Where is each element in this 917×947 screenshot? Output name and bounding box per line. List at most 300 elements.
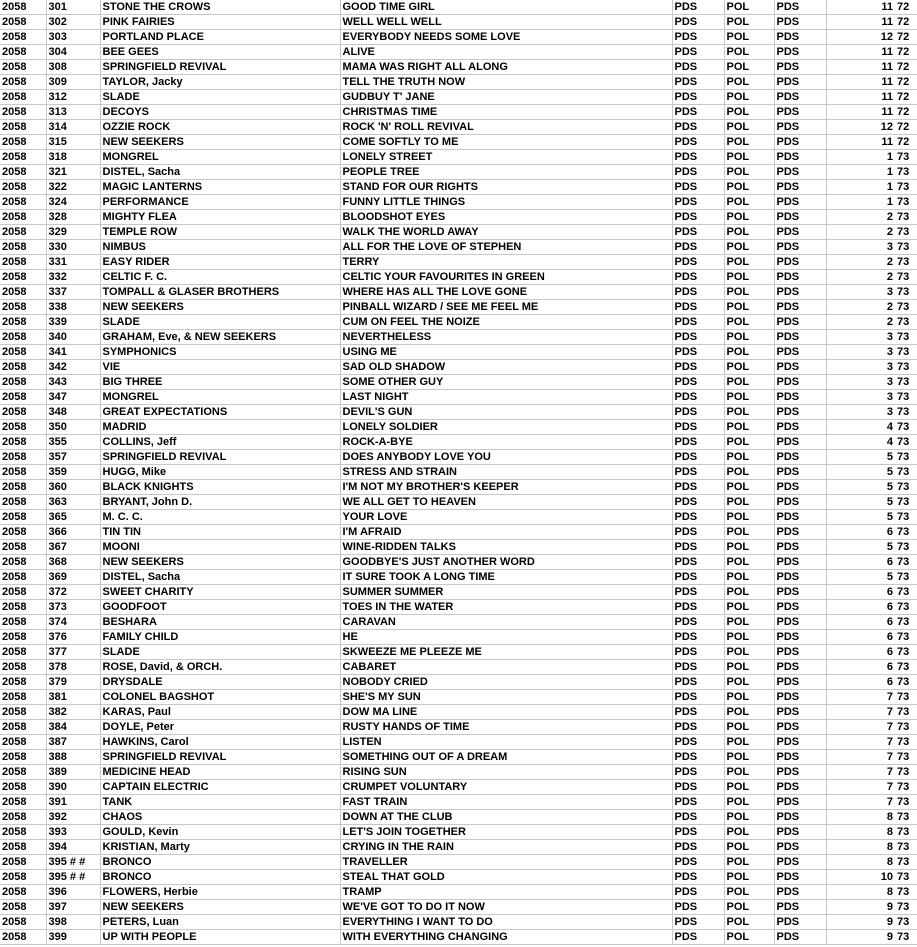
year-cell: 73: [895, 480, 917, 495]
artist-cell: ROSE, David, & ORCH.: [100, 660, 340, 675]
code2-cell: PDS: [774, 915, 826, 930]
code1-cell: PDS: [672, 555, 724, 570]
month-cell: 7: [826, 705, 895, 720]
label-cell: POL: [724, 345, 774, 360]
code2-cell: PDS: [774, 795, 826, 810]
title-cell: CRUMPET VOLUNTARY: [340, 780, 672, 795]
artist-cell: BRONCO: [100, 855, 340, 870]
artist-cell: DISTEL, Sacha: [100, 165, 340, 180]
title-cell: GOODBYE'S JUST ANOTHER WORD: [340, 555, 672, 570]
title-cell: LONELY SOLDIER: [340, 420, 672, 435]
year-cell: 72: [895, 30, 917, 45]
code1-cell: PDS: [672, 825, 724, 840]
year-cell: 73: [895, 720, 917, 735]
title-cell: YOUR LOVE: [340, 510, 672, 525]
year-cell: 73: [895, 420, 917, 435]
code2-cell: PDS: [774, 0, 826, 15]
year-cell: 73: [895, 210, 917, 225]
prefix-cell: 2058: [0, 255, 46, 270]
label-cell: POL: [724, 930, 774, 945]
artist-cell: FAMILY CHILD: [100, 630, 340, 645]
artist-cell: MADRID: [100, 420, 340, 435]
artist-cell: SWEET CHARITY: [100, 585, 340, 600]
code1-cell: PDS: [672, 690, 724, 705]
title-cell: DEVIL'S GUN: [340, 405, 672, 420]
label-cell: POL: [724, 660, 774, 675]
artist-cell: SPRINGFIELD REVIVAL: [100, 750, 340, 765]
table-row: [0, 120, 917, 135]
prefix-cell: 2058: [0, 465, 46, 480]
label-cell: POL: [724, 405, 774, 420]
catalog-number-cell: 330: [46, 240, 100, 255]
catalog-number-cell: 387: [46, 735, 100, 750]
code2-cell: PDS: [774, 330, 826, 345]
catalog-number-cell: 396: [46, 885, 100, 900]
year-cell: 73: [895, 795, 917, 810]
code1-cell: PDS: [672, 45, 724, 60]
year-cell: 73: [895, 750, 917, 765]
artist-cell: DISTEL, Sacha: [100, 570, 340, 585]
month-cell: 2: [826, 300, 895, 315]
catalog-number-cell: 384: [46, 720, 100, 735]
code2-cell: PDS: [774, 360, 826, 375]
code1-cell: PDS: [672, 180, 724, 195]
title-cell: ALIVE: [340, 45, 672, 60]
table-row: [0, 810, 917, 825]
catalog-number-cell: 314: [46, 120, 100, 135]
title-cell: STAND FOR OUR RIGHTS: [340, 180, 672, 195]
year-cell: 73: [895, 255, 917, 270]
artist-cell: CELTIC F. C.: [100, 270, 340, 285]
catalog-number-cell: 360: [46, 480, 100, 495]
code1-cell: PDS: [672, 735, 724, 750]
prefix-cell: 2058: [0, 90, 46, 105]
artist-cell: DRYSDALE: [100, 675, 340, 690]
title-cell: EVERYTHING I WANT TO DO: [340, 915, 672, 930]
catalog-number-cell: 391: [46, 795, 100, 810]
year-cell: 73: [895, 165, 917, 180]
prefix-cell: 2058: [0, 765, 46, 780]
table-row: [0, 570, 917, 585]
code1-cell: PDS: [672, 645, 724, 660]
prefix-cell: 2058: [0, 780, 46, 795]
month-cell: 3: [826, 360, 895, 375]
year-cell: 73: [895, 780, 917, 795]
code2-cell: PDS: [774, 885, 826, 900]
label-cell: POL: [724, 600, 774, 615]
code2-cell: PDS: [774, 780, 826, 795]
catalog-number-cell: 340: [46, 330, 100, 345]
month-cell: 3: [826, 375, 895, 390]
prefix-cell: 2058: [0, 165, 46, 180]
prefix-cell: 2058: [0, 180, 46, 195]
month-cell: 7: [826, 780, 895, 795]
month-cell: 6: [826, 645, 895, 660]
table-row: [0, 630, 917, 645]
title-cell: CRYING IN THE RAIN: [340, 840, 672, 855]
code2-cell: PDS: [774, 450, 826, 465]
artist-cell: COLLINS, Jeff: [100, 435, 340, 450]
year-cell: 72: [895, 120, 917, 135]
year-cell: 73: [895, 885, 917, 900]
month-cell: 4: [826, 420, 895, 435]
label-cell: POL: [724, 435, 774, 450]
code2-cell: PDS: [774, 870, 826, 885]
code2-cell: PDS: [774, 480, 826, 495]
prefix-cell: 2058: [0, 705, 46, 720]
artist-cell: GRAHAM, Eve, & NEW SEEKERS: [100, 330, 340, 345]
table-row: [0, 675, 917, 690]
title-cell: TELL THE TRUTH NOW: [340, 75, 672, 90]
label-cell: POL: [724, 240, 774, 255]
table-row: [0, 690, 917, 705]
label-cell: POL: [724, 285, 774, 300]
title-cell: RISING SUN: [340, 765, 672, 780]
code2-cell: PDS: [774, 375, 826, 390]
month-cell: 8: [826, 885, 895, 900]
prefix-cell: 2058: [0, 840, 46, 855]
artist-cell: MONGREL: [100, 390, 340, 405]
month-cell: 9: [826, 900, 895, 915]
catalog-number-cell: 332: [46, 270, 100, 285]
title-cell: LONELY STREET: [340, 150, 672, 165]
code2-cell: PDS: [774, 645, 826, 660]
code2-cell: PDS: [774, 300, 826, 315]
prefix-cell: 2058: [0, 930, 46, 945]
table-row: [0, 780, 917, 795]
label-cell: POL: [724, 720, 774, 735]
year-cell: 73: [895, 555, 917, 570]
year-cell: 73: [895, 660, 917, 675]
artist-cell: TAYLOR, Jacky: [100, 75, 340, 90]
label-cell: POL: [724, 450, 774, 465]
code1-cell: PDS: [672, 705, 724, 720]
artist-cell: PINK FAIRIES: [100, 15, 340, 30]
title-cell: EVERYBODY NEEDS SOME LOVE: [340, 30, 672, 45]
prefix-cell: 2058: [0, 675, 46, 690]
label-cell: POL: [724, 795, 774, 810]
catalog-number-cell: 355: [46, 435, 100, 450]
table-row: [0, 930, 917, 945]
title-cell: MAMA WAS RIGHT ALL ALONG: [340, 60, 672, 75]
prefix-cell: 2058: [0, 75, 46, 90]
table-row: [0, 480, 917, 495]
month-cell: 1: [826, 180, 895, 195]
title-cell: ROCK 'N' ROLL REVIVAL: [340, 120, 672, 135]
prefix-cell: 2058: [0, 690, 46, 705]
catalog-number-cell: 366: [46, 525, 100, 540]
title-cell: CHRISTMAS TIME: [340, 105, 672, 120]
artist-cell: SLADE: [100, 90, 340, 105]
month-cell: 8: [826, 825, 895, 840]
label-cell: POL: [724, 150, 774, 165]
code1-cell: PDS: [672, 270, 724, 285]
label-cell: POL: [724, 585, 774, 600]
table-row: [0, 450, 917, 465]
month-cell: 3: [826, 345, 895, 360]
table-row: [0, 855, 917, 870]
artist-cell: HUGG, Mike: [100, 465, 340, 480]
label-cell: POL: [724, 675, 774, 690]
code1-cell: PDS: [672, 330, 724, 345]
label-cell: POL: [724, 30, 774, 45]
table-row: [0, 270, 917, 285]
prefix-cell: 2058: [0, 225, 46, 240]
title-cell: WHERE HAS ALL THE LOVE GONE: [340, 285, 672, 300]
code1-cell: PDS: [672, 630, 724, 645]
label-cell: POL: [724, 360, 774, 375]
prefix-cell: 2058: [0, 210, 46, 225]
code2-cell: PDS: [774, 420, 826, 435]
prefix-cell: 2058: [0, 300, 46, 315]
title-cell: I'M AFRAID: [340, 525, 672, 540]
artist-cell: PERFORMANCE: [100, 195, 340, 210]
table-row: [0, 90, 917, 105]
code1-cell: PDS: [672, 660, 724, 675]
catalog-number-cell: 376: [46, 630, 100, 645]
code1-cell: PDS: [672, 405, 724, 420]
catalog-number-cell: 329: [46, 225, 100, 240]
label-cell: POL: [724, 210, 774, 225]
year-cell: 73: [895, 375, 917, 390]
title-cell: LISTEN: [340, 735, 672, 750]
month-cell: 6: [826, 600, 895, 615]
code2-cell: PDS: [774, 255, 826, 270]
artist-cell: BRYANT, John D.: [100, 495, 340, 510]
code2-cell: PDS: [774, 675, 826, 690]
code1-cell: PDS: [672, 240, 724, 255]
table-row: [0, 735, 917, 750]
title-cell: ROCK-A-BYE: [340, 435, 672, 450]
prefix-cell: 2058: [0, 135, 46, 150]
code2-cell: PDS: [774, 165, 826, 180]
month-cell: 2: [826, 270, 895, 285]
code2-cell: PDS: [774, 660, 826, 675]
year-cell: 73: [895, 150, 917, 165]
title-cell: CUM ON FEEL THE NOIZE: [340, 315, 672, 330]
code1-cell: PDS: [672, 375, 724, 390]
label-cell: POL: [724, 120, 774, 135]
label-cell: POL: [724, 510, 774, 525]
title-cell: DOWN AT THE CLUB: [340, 810, 672, 825]
prefix-cell: 2058: [0, 510, 46, 525]
prefix-cell: 2058: [0, 450, 46, 465]
prefix-cell: 2058: [0, 555, 46, 570]
month-cell: 1: [826, 195, 895, 210]
table-row: [0, 750, 917, 765]
catalog-number-cell: 343: [46, 375, 100, 390]
prefix-cell: 2058: [0, 660, 46, 675]
month-cell: 1: [826, 165, 895, 180]
code1-cell: PDS: [672, 795, 724, 810]
year-cell: 73: [895, 915, 917, 930]
label-cell: POL: [724, 855, 774, 870]
month-cell: 6: [826, 615, 895, 630]
code2-cell: PDS: [774, 810, 826, 825]
code1-cell: PDS: [672, 930, 724, 945]
code1-cell: PDS: [672, 870, 724, 885]
year-cell: 73: [895, 315, 917, 330]
table-row: [0, 495, 917, 510]
title-cell: USING ME: [340, 345, 672, 360]
title-cell: ALL FOR THE LOVE OF STEPHEN: [340, 240, 672, 255]
title-cell: WALK THE WORLD AWAY: [340, 225, 672, 240]
label-cell: POL: [724, 885, 774, 900]
title-cell: WE'VE GOT TO DO IT NOW: [340, 900, 672, 915]
label-cell: POL: [724, 105, 774, 120]
month-cell: 6: [826, 555, 895, 570]
title-cell: SKWEEZE ME PLEEZE ME: [340, 645, 672, 660]
year-cell: 73: [895, 300, 917, 315]
label-cell: POL: [724, 495, 774, 510]
table-row: [0, 870, 917, 885]
month-cell: 8: [826, 855, 895, 870]
label-cell: POL: [724, 45, 774, 60]
year-cell: 73: [895, 510, 917, 525]
month-cell: 4: [826, 435, 895, 450]
title-cell: TRAMP: [340, 885, 672, 900]
table-row: [0, 375, 917, 390]
year-cell: 73: [895, 285, 917, 300]
title-cell: GOOD TIME GIRL: [340, 0, 672, 15]
code2-cell: PDS: [774, 90, 826, 105]
month-cell: 7: [826, 765, 895, 780]
catalog-number-cell: 324: [46, 195, 100, 210]
year-cell: 72: [895, 0, 917, 15]
catalog-number-cell: 374: [46, 615, 100, 630]
label-cell: POL: [724, 540, 774, 555]
catalog-number-cell: 342: [46, 360, 100, 375]
title-cell: DOW MA LINE: [340, 705, 672, 720]
title-cell: GUDBUY T' JANE: [340, 90, 672, 105]
prefix-cell: 2058: [0, 585, 46, 600]
artist-cell: KRISTIAN, Marty: [100, 840, 340, 855]
code2-cell: PDS: [774, 180, 826, 195]
title-cell: BLOODSHOT EYES: [340, 210, 672, 225]
catalog-number-cell: 357: [46, 450, 100, 465]
artist-cell: GOULD, Kevin: [100, 825, 340, 840]
code1-cell: PDS: [672, 105, 724, 120]
code2-cell: PDS: [774, 270, 826, 285]
artist-cell: BLACK KNIGHTS: [100, 480, 340, 495]
artist-cell: GREAT EXPECTATIONS: [100, 405, 340, 420]
artist-cell: DECOYS: [100, 105, 340, 120]
catalog-number-cell: 382: [46, 705, 100, 720]
month-cell: 11: [826, 90, 895, 105]
title-cell: PINBALL WIZARD / SEE ME FEEL ME: [340, 300, 672, 315]
code1-cell: PDS: [672, 915, 724, 930]
code2-cell: PDS: [774, 525, 826, 540]
table-row: [0, 75, 917, 90]
month-cell: 11: [826, 105, 895, 120]
title-cell: WINE-RIDDEN TALKS: [340, 540, 672, 555]
prefix-cell: 2058: [0, 195, 46, 210]
title-cell: SHE'S MY SUN: [340, 690, 672, 705]
code2-cell: PDS: [774, 690, 826, 705]
code1-cell: PDS: [672, 885, 724, 900]
artist-cell: TOMPALL & GLASER BROTHERS: [100, 285, 340, 300]
code1-cell: PDS: [672, 225, 724, 240]
code2-cell: PDS: [774, 390, 826, 405]
month-cell: 5: [826, 465, 895, 480]
code1-cell: PDS: [672, 810, 724, 825]
code2-cell: PDS: [774, 540, 826, 555]
prefix-cell: 2058: [0, 600, 46, 615]
title-cell: NOBODY CRIED: [340, 675, 672, 690]
title-cell: CELTIC YOUR FAVOURITES IN GREEN: [340, 270, 672, 285]
prefix-cell: 2058: [0, 120, 46, 135]
prefix-cell: 2058: [0, 270, 46, 285]
prefix-cell: 2058: [0, 750, 46, 765]
title-cell: IT SURE TOOK A LONG TIME: [340, 570, 672, 585]
artist-cell: HAWKINS, Carol: [100, 735, 340, 750]
label-cell: POL: [724, 330, 774, 345]
catalog-number-cell: 350: [46, 420, 100, 435]
code1-cell: PDS: [672, 255, 724, 270]
catalog-number-cell: 395 # #: [46, 870, 100, 885]
artist-cell: FLOWERS, Herbie: [100, 885, 340, 900]
catalog-number-cell: 312: [46, 90, 100, 105]
month-cell: 5: [826, 570, 895, 585]
year-cell: 72: [895, 105, 917, 120]
artist-cell: TIN TIN: [100, 525, 340, 540]
month-cell: 9: [826, 930, 895, 945]
year-cell: 73: [895, 360, 917, 375]
table-row: [0, 915, 917, 930]
artist-cell: DOYLE, Peter: [100, 720, 340, 735]
artist-cell: COLONEL BAGSHOT: [100, 690, 340, 705]
table-row: [0, 285, 917, 300]
code2-cell: PDS: [774, 105, 826, 120]
label-cell: POL: [724, 90, 774, 105]
catalog-number-cell: 388: [46, 750, 100, 765]
code1-cell: PDS: [672, 75, 724, 90]
table-row: [0, 315, 917, 330]
year-cell: 72: [895, 75, 917, 90]
prefix-cell: 2058: [0, 0, 46, 15]
month-cell: 6: [826, 525, 895, 540]
label-cell: POL: [724, 765, 774, 780]
table-row: [0, 390, 917, 405]
title-cell: RUSTY HANDS OF TIME: [340, 720, 672, 735]
catalog-number-cell: 359: [46, 465, 100, 480]
label-cell: POL: [724, 270, 774, 285]
table-row: [0, 615, 917, 630]
artist-cell: NEW SEEKERS: [100, 135, 340, 150]
year-cell: 73: [895, 630, 917, 645]
prefix-cell: 2058: [0, 330, 46, 345]
year-cell: 72: [895, 135, 917, 150]
code2-cell: PDS: [774, 735, 826, 750]
prefix-cell: 2058: [0, 825, 46, 840]
artist-cell: MAGIC LANTERNS: [100, 180, 340, 195]
table-row: [0, 345, 917, 360]
month-cell: 8: [826, 810, 895, 825]
year-cell: 73: [895, 585, 917, 600]
month-cell: 8: [826, 840, 895, 855]
label-cell: POL: [724, 630, 774, 645]
year-cell: 73: [895, 825, 917, 840]
code1-cell: PDS: [672, 540, 724, 555]
catalog-number-cell: 331: [46, 255, 100, 270]
code1-cell: PDS: [672, 60, 724, 75]
prefix-cell: 2058: [0, 900, 46, 915]
code2-cell: PDS: [774, 615, 826, 630]
table-row: [0, 60, 917, 75]
month-cell: 7: [826, 750, 895, 765]
catalog-number-cell: 308: [46, 60, 100, 75]
code2-cell: PDS: [774, 840, 826, 855]
